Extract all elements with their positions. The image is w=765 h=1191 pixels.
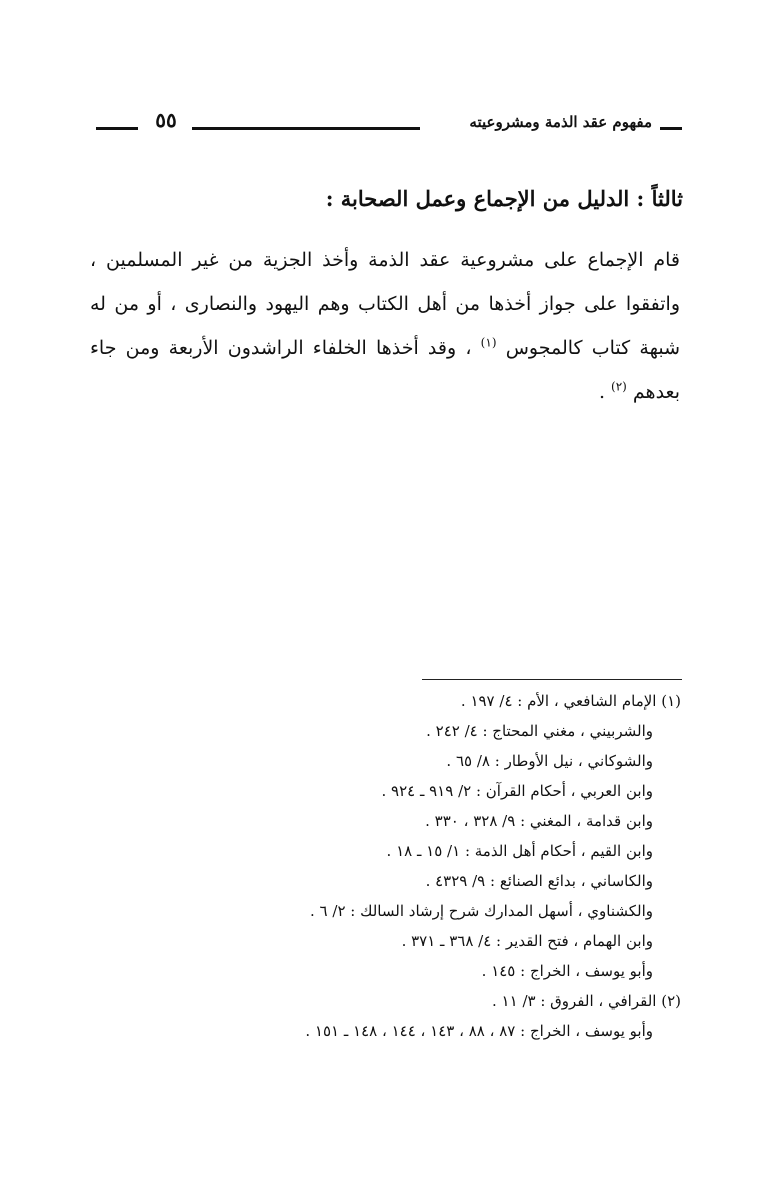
footnote-line: وأبو يوسف ، الخراج : ١٤٥ . bbox=[481, 962, 653, 980]
footnote-line: (٢) القرافي ، الفروق : ٣/ ١١ . bbox=[492, 992, 681, 1010]
body-paragraph bbox=[90, 238, 680, 414]
footnote-line: وابن الهمام ، فتح القدير : ٤/ ٣٦٨ ـ ٣٧١ . bbox=[401, 932, 653, 950]
footnote-line: والكشناوي ، أسهل المدارك شرح إرشاد السالك : ٢/ ٦ . bbox=[310, 902, 653, 920]
footnotes-list bbox=[81, 686, 681, 1046]
header-rule bbox=[660, 127, 682, 130]
footnote-line: وأبو يوسف ، الخراج : ٨٧ ، ٨٨ ، ١٤٣ ، ١٤٤ ، ١٤٨ ـ ١٥١ . bbox=[305, 1022, 653, 1040]
footnote-line: وابن القيم ، أحكام أهل الذمة : ١/ ١٥ ـ ١٨ . bbox=[386, 842, 653, 860]
footnote-ref-2[interactable]: (٢) bbox=[611, 379, 627, 394]
footnote-separator bbox=[422, 679, 682, 680]
body-text: قام الإجماع على مشروعية عقد الذمة وأخذ الجزية من غير المسلمين ، واتفقوا على جواز أخذها من أهل الكتاب وهم اليهود والنصارى ، أو من له شبهة كتاب كالمجوس bbox=[90, 249, 680, 359]
footnote-line: والشوكاني ، نيل الأوطار : ٨/ ٦٥ . bbox=[446, 752, 653, 770]
footnote-line: (١) الإمام الشافعي ، الأم : ٤/ ١٩٧ . bbox=[460, 692, 681, 710]
body-text: . bbox=[598, 381, 605, 403]
footnote-line: والشربيني ، مغني المحتاج : ٤/ ٢٤٢ . bbox=[426, 722, 653, 740]
header-rule bbox=[96, 127, 138, 130]
footnote-line: وابن العربي ، أحكام القرآن : ٢/ ٩١٩ ـ ٩٢٤ . bbox=[381, 782, 653, 800]
header-rule bbox=[192, 127, 420, 130]
page-number: ٥٥ bbox=[155, 108, 177, 132]
footnote-ref-1[interactable]: (١) bbox=[480, 335, 497, 350]
section-heading: ثالثاً : الدليل من الإجماع وعمل الصحابة : bbox=[325, 186, 683, 211]
footnote-line: والكاساني ، بدائع الصنائع : ٩/ ٤٣٢٩ . bbox=[425, 872, 653, 890]
running-header bbox=[96, 106, 682, 142]
footnote-line: وابن قدامة ، المغني : ٩/ ٣٢٨ ، ٣٣٠ . bbox=[425, 812, 653, 830]
body-text: ، وقد أخذها الخلفاء الراشدون الأربعة ومن جاء بعدهم bbox=[90, 337, 680, 403]
running-title: مفهوم عقد الذمة ومشروعيته bbox=[469, 113, 652, 131]
